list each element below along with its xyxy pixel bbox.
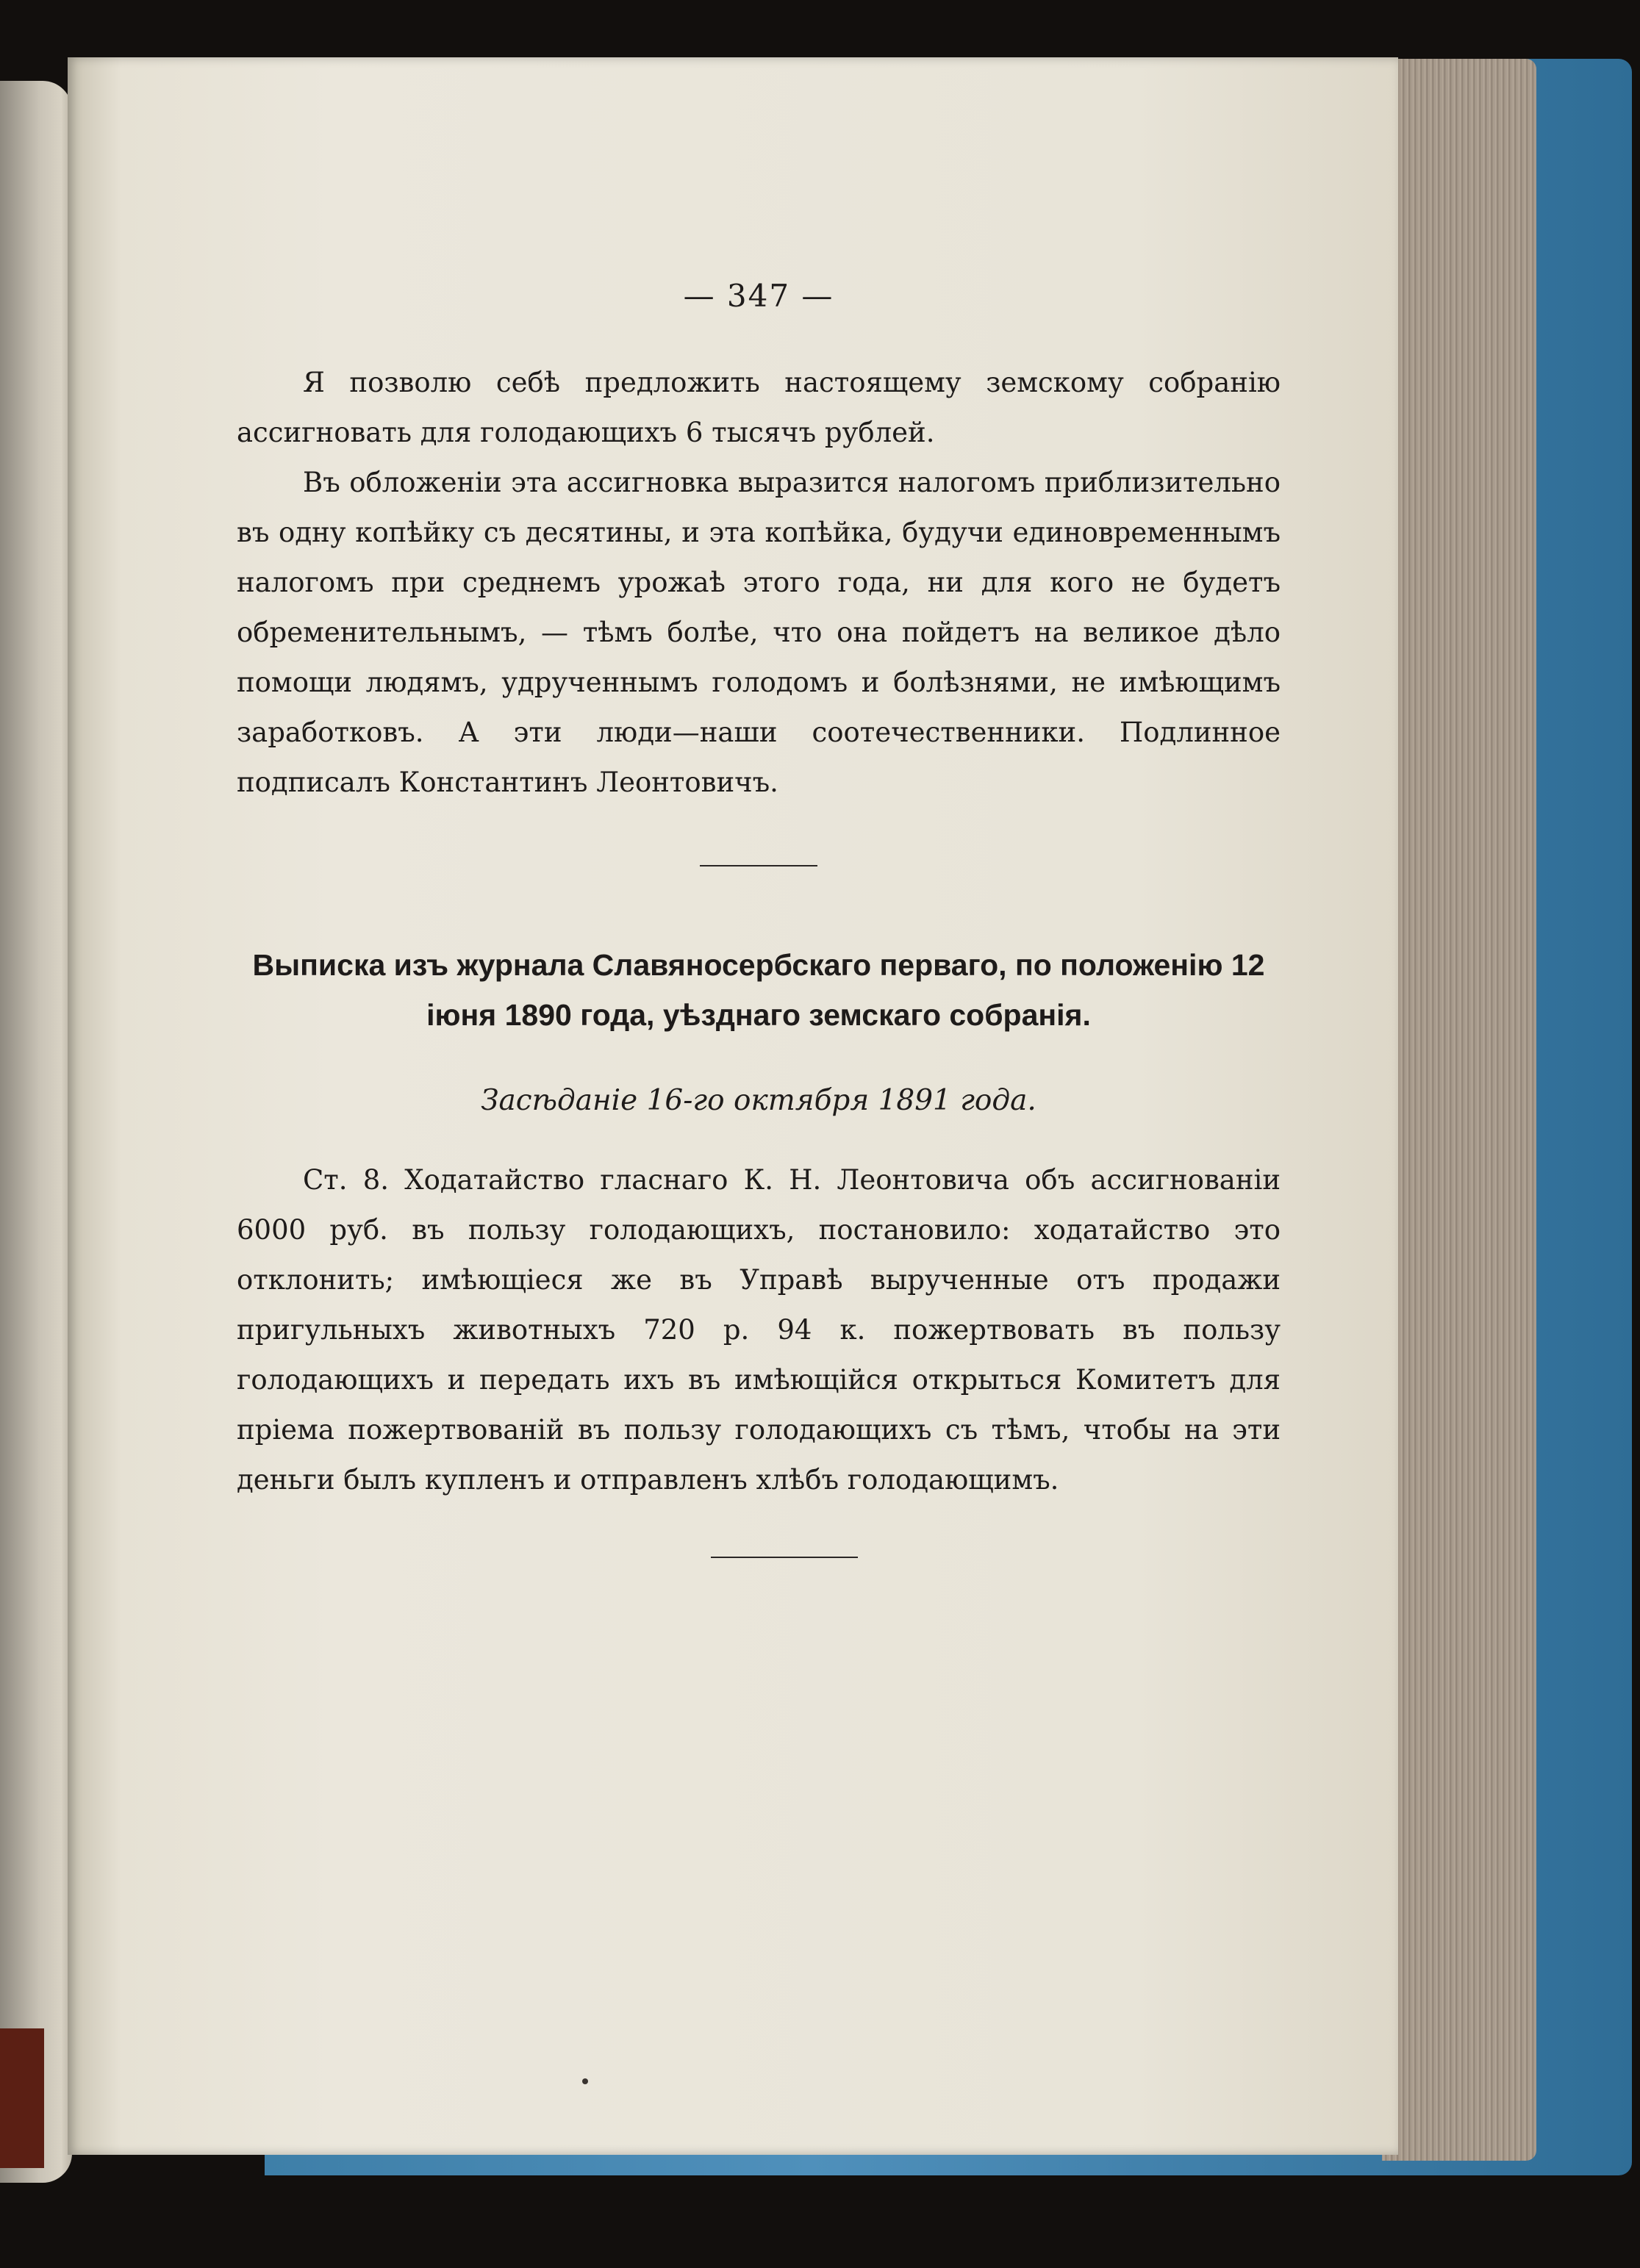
ink-speck bbox=[582, 2078, 588, 2084]
left-cover-corner bbox=[0, 2028, 44, 2168]
page-number: — 347 — bbox=[683, 278, 834, 314]
section-divider bbox=[700, 865, 817, 866]
paragraph-resolution: Ст. 8. Ходатайство гласнаго К. Н. Леонтовича объ ассигнованіи 6000 руб. въ пользу голодающихъ, постановило: ходатайство это отклонить; имѣющіеся же въ Управѣ вырученные отъ продажи пригульныхъ животныхъ 720 р. 94 к. пожертвовать въ пользу голодающихъ и передать ихъ въ имѣющійся открыться Комитетъ для пріема пожертвованій въ пользу голодающихъ съ тѣмъ, чтобы на эти деньги былъ купленъ и отправленъ хлѣбъ голодающимъ. bbox=[237, 1164, 1281, 1496]
section-heading: Выписка изъ журнала Славяносербскаго перваго, по положенію 12 іюня 1890 года, уѣзднаго земскаго собранія. bbox=[252, 948, 1265, 1032]
session-date: Засѣданіе 16-го октября 1891 года. bbox=[481, 1084, 1036, 1117]
end-divider bbox=[711, 1557, 858, 1558]
paragraph-proposal: Я позволю себѣ предложить настоящему земскому собранію ассигновать для голодающихъ 6 тысячъ рублей. bbox=[237, 367, 1281, 448]
book-page bbox=[68, 57, 1398, 2155]
page-edges bbox=[1382, 59, 1536, 2161]
left-page-edge bbox=[0, 81, 72, 2183]
paragraph-assessment: Въ обложеніи эта ассигновка выразится налогомъ приблизительно въ одну копѣйку съ десятины, и эта копѣйка, будучи единовременнымъ налогомъ при среднемъ урожаѣ этого года, ни для кого не будетъ обременительнымъ, — тѣмъ болѣе, что она пойдетъ на великое дѣло помощи людямъ, удрученнымъ голодомъ и болѣзнями, не имѣющимъ заработковъ. А эти люди—наши соотечественники. Подлинное подписалъ Константинъ Леонтовичъ. bbox=[237, 467, 1281, 798]
page-content bbox=[237, 278, 1281, 1558]
